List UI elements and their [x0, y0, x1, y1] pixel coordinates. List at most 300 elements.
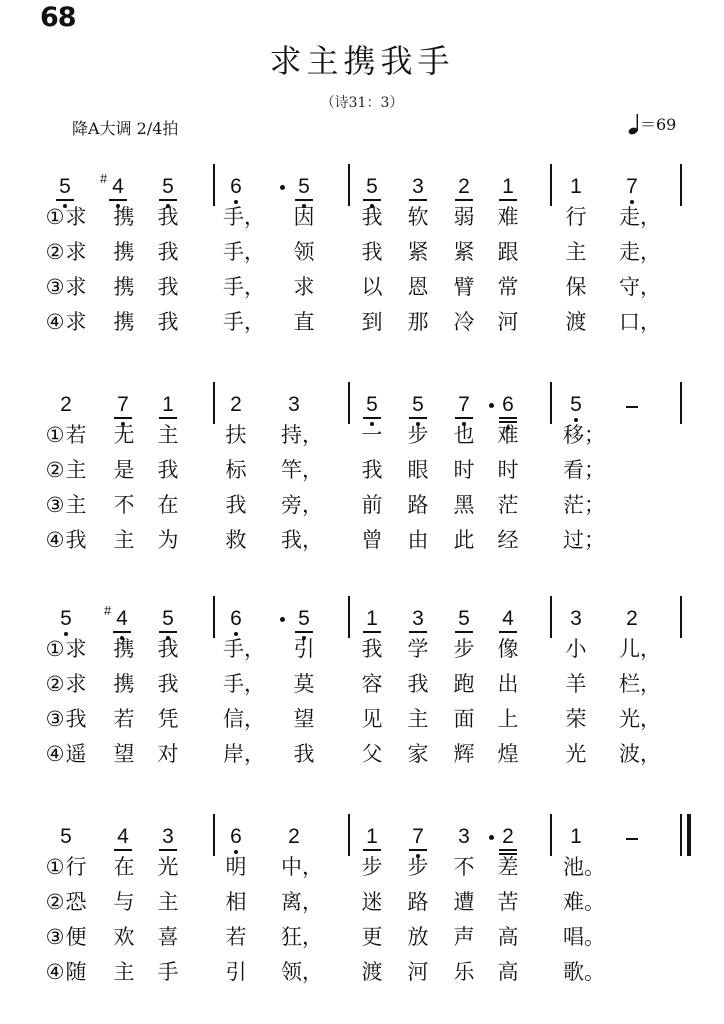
lyric-syllable: 我	[157, 240, 179, 264]
lyric-syllable: 手，	[223, 672, 265, 696]
extension-dash	[626, 838, 638, 840]
barline	[213, 596, 215, 638]
lyric-syllable: 羊	[565, 672, 587, 696]
lyric-syllable: 波，	[619, 742, 661, 766]
lyric-syllable: 面	[453, 707, 475, 731]
note	[566, 176, 586, 198]
lyric-syllable: 曾	[361, 528, 383, 552]
note	[226, 608, 246, 630]
extension-dash	[626, 406, 638, 408]
note	[454, 608, 474, 630]
lyric-syllable: 随	[65, 960, 87, 984]
note	[498, 176, 518, 198]
underline-beam	[455, 417, 473, 419]
lyric-syllable: 高	[497, 925, 519, 949]
note-digit: 1	[366, 607, 378, 630]
lyric-syllable: 望	[113, 742, 135, 766]
lyric-syllable: 求	[65, 275, 87, 299]
lyric-syllable: 旁，	[281, 493, 323, 517]
barline	[550, 382, 552, 424]
lyric-syllable: 出	[497, 672, 519, 696]
lyric-syllable: 我	[157, 458, 179, 482]
lyric-syllable: 冷	[453, 310, 475, 334]
lyric-syllable: 声	[453, 925, 475, 949]
underline-beam	[159, 631, 177, 633]
lyric-syllable: 中，	[281, 855, 323, 879]
note-digit: 2	[60, 393, 72, 416]
underline-beam	[109, 199, 127, 201]
lyric-syllable: 前	[361, 493, 383, 517]
lyric-syllable: 若	[65, 423, 87, 447]
lyric-syllable: 对	[157, 742, 179, 766]
lyric-line-verse-3	[0, 924, 724, 954]
lyric-syllable: 此	[453, 528, 475, 552]
sharp-accidental: #	[104, 603, 112, 618]
verse-number: ②	[45, 240, 65, 264]
lyric-syllable: 乐	[453, 960, 475, 984]
lyric-line-verse-3	[0, 492, 724, 522]
lyric-line-verse-1	[0, 204, 724, 234]
note	[498, 394, 518, 416]
note	[408, 176, 428, 198]
lyric-syllable: 引	[293, 637, 315, 661]
lyric-syllable: 若	[225, 925, 247, 949]
lyric-syllable: 行	[65, 855, 87, 879]
lyric-syllable: 茫；	[563, 493, 605, 517]
lyric-syllable: 主	[407, 707, 429, 731]
note	[56, 826, 76, 848]
note-digit: 4	[116, 607, 128, 630]
lyric-syllable: 领，	[281, 960, 323, 984]
note	[226, 394, 246, 416]
lyric-syllable: 恐	[65, 890, 87, 914]
lyric-syllable: 莫	[293, 672, 315, 696]
lyric-syllable: 主	[157, 423, 179, 447]
barline	[348, 814, 350, 856]
note	[408, 608, 428, 630]
verse-number: ②	[45, 890, 65, 914]
underline-beam	[409, 199, 427, 201]
lyric-line-verse-1	[0, 422, 724, 452]
lyric-line-verse-4	[0, 741, 724, 771]
lyric-syllable: 主	[65, 493, 87, 517]
lyric-syllable: 手，	[223, 637, 265, 661]
underline-beam	[455, 631, 473, 633]
lyric-syllable: 手，	[223, 275, 265, 299]
note-digit: 3	[412, 175, 424, 198]
lyric-syllable: 迷	[361, 890, 383, 914]
note	[362, 176, 382, 198]
underline-beam	[499, 199, 517, 201]
tempo-marking	[628, 112, 676, 135]
note-digit: 4	[502, 607, 514, 630]
hymn-title: 求主携我手	[269, 42, 455, 80]
note	[56, 394, 76, 416]
lyric-syllable: 过；	[563, 528, 605, 552]
lyric-syllable: 扶	[225, 423, 247, 447]
note-digit: 5	[298, 607, 310, 630]
lyric-syllable: 标	[225, 458, 247, 482]
lyric-syllable: 紧	[407, 240, 429, 264]
note-digit: 3	[288, 393, 300, 416]
lyric-syllable: 岸，	[223, 742, 265, 766]
verse-number: ③	[45, 925, 65, 949]
lyric-syllable: 携	[113, 310, 135, 334]
verse-number: ③	[45, 707, 65, 731]
lyric-syllable: 保	[565, 275, 587, 299]
lyric-syllable: 学	[407, 637, 429, 661]
lyric-syllable: 荣	[565, 707, 587, 731]
lyric-syllable: 携	[113, 240, 135, 264]
verse-number: ④	[45, 528, 65, 552]
lyric-syllable: 常	[497, 275, 519, 299]
lyric-syllable: 紧	[453, 240, 475, 264]
barline	[550, 596, 552, 638]
note	[158, 608, 178, 630]
lyric-syllable: 离，	[281, 890, 323, 914]
lyric-syllable: 直	[293, 310, 315, 334]
verse-number: ①	[45, 423, 65, 447]
lyric-syllable: 守，	[619, 275, 661, 299]
lyric-syllable: 黑	[453, 493, 475, 517]
verse-number: ②	[45, 672, 65, 696]
lyric-line-verse-4	[0, 959, 724, 989]
lyric-syllable: 光，	[619, 707, 661, 731]
lyric-line-verse-1	[0, 636, 724, 666]
lyric-syllable: 领	[293, 240, 315, 264]
note	[294, 176, 314, 198]
verse-number: ①	[45, 637, 65, 661]
lyric-syllable: 我	[157, 672, 179, 696]
lyric-line-verse-4	[0, 309, 724, 339]
note-digit: 1	[162, 393, 174, 416]
underline-beam	[56, 199, 74, 201]
lyric-syllable: 狂，	[281, 925, 323, 949]
lyric-syllable: 像	[497, 637, 519, 661]
lyric-syllable: 放	[407, 925, 429, 949]
lyric-syllable: 移；	[563, 423, 605, 447]
lyric-syllable: 与	[113, 890, 135, 914]
lyric-syllable: 路	[407, 493, 429, 517]
lyric-syllable: 求	[65, 310, 87, 334]
lyric-syllable: 遭	[453, 890, 475, 914]
lyric-syllable: 走，	[619, 205, 661, 229]
lyric-syllable: 我	[361, 458, 383, 482]
lyric-syllable: 携	[113, 672, 135, 696]
lyric-syllable: 我	[157, 275, 179, 299]
note-digit: 7	[626, 175, 638, 198]
lyric-syllable: 在	[113, 855, 135, 879]
lyric-line-verse-2	[0, 457, 724, 487]
sharp-accidental: #	[100, 171, 108, 186]
lyric-syllable: 不	[113, 493, 135, 517]
lyric-syllable: 煌	[497, 742, 519, 766]
barline	[213, 164, 215, 206]
note-digit: 2	[502, 825, 514, 848]
lyric-syllable: 凭	[157, 707, 179, 731]
note	[498, 608, 518, 630]
lyric-syllable: 手，	[223, 240, 265, 264]
lyric-syllable: 欢	[113, 925, 135, 949]
lyric-syllable: 看；	[563, 458, 605, 482]
lyric-syllable: 父	[361, 742, 383, 766]
lyric-syllable: 由	[407, 528, 429, 552]
lyric-line-verse-1	[0, 854, 724, 884]
lyric-syllable: 苦	[497, 890, 519, 914]
lyric-syllable: 河	[497, 310, 519, 334]
lyric-syllable: 相	[225, 890, 247, 914]
lyric-syllable: 喜	[157, 925, 179, 949]
lyric-syllable: 手	[157, 960, 179, 984]
note-digit: 1	[366, 825, 378, 848]
lyric-syllable: 时	[453, 458, 475, 482]
lyric-syllable: 步	[453, 637, 475, 661]
lyric-syllable: 难。	[563, 890, 605, 914]
lyric-syllable: 难	[497, 423, 519, 447]
lyric-syllable: 求	[293, 275, 315, 299]
note-digit: 6	[230, 175, 242, 198]
key-signature: 降A大调 2/4拍	[72, 119, 179, 138]
lyric-syllable: 跑	[453, 672, 475, 696]
note-digit: 5	[162, 607, 174, 630]
lyric-syllable: 主	[157, 890, 179, 914]
barline	[550, 814, 552, 856]
lyric-syllable: 信，	[223, 707, 265, 731]
barline	[213, 382, 215, 424]
verse-number: ③	[45, 493, 65, 517]
lyric-syllable: 茫	[497, 493, 519, 517]
lyric-line-verse-3	[0, 706, 724, 736]
underline-beam	[363, 849, 381, 851]
note-digit: 2	[626, 607, 638, 630]
underline-beam	[499, 631, 517, 633]
note-digit: 5	[458, 607, 470, 630]
lyric-syllable: 主	[113, 960, 135, 984]
note-digit: 7	[117, 393, 129, 416]
underline-beam	[363, 199, 381, 201]
note-digit: 1	[570, 825, 582, 848]
lyric-syllable: 求	[65, 672, 87, 696]
note-digit: 1	[570, 175, 582, 198]
barline	[348, 382, 350, 424]
lyric-syllable: 不	[453, 855, 475, 879]
lyric-syllable: 那	[407, 310, 429, 334]
lyric-syllable: 我	[157, 310, 179, 334]
augmentation-dot	[489, 835, 494, 840]
lyric-syllable: 行	[565, 205, 587, 229]
note	[362, 608, 382, 630]
note-digit: 5	[412, 393, 424, 416]
lyric-line-verse-3	[0, 274, 724, 304]
underline-beam	[499, 849, 517, 851]
note	[454, 176, 474, 198]
verse-number: ①	[45, 855, 65, 879]
note-digit: 6	[230, 825, 242, 848]
lyric-syllable: 携	[113, 637, 135, 661]
lyric-syllable: 见	[361, 707, 383, 731]
note-digit: 4	[117, 825, 129, 848]
lyric-syllable: 光	[157, 855, 179, 879]
lyric-syllable: 我	[293, 742, 315, 766]
lyric-syllable: 竿，	[281, 458, 323, 482]
note-digit: 5	[366, 393, 378, 416]
lyric-syllable: 主	[113, 528, 135, 552]
underline-beam	[295, 199, 313, 201]
lyric-syllable: 时	[497, 458, 519, 482]
lyric-syllable: 遥	[65, 742, 87, 766]
lyric-syllable: 我，	[281, 528, 323, 552]
lyric-syllable: 经	[497, 528, 519, 552]
note	[408, 394, 428, 416]
lyric-syllable: 我	[361, 205, 383, 229]
lyric-syllable: 手，	[223, 310, 265, 334]
lyric-syllable: 求	[65, 205, 87, 229]
note	[284, 394, 304, 416]
lyric-syllable: 路	[407, 890, 429, 914]
note	[158, 826, 178, 848]
lyric-syllable: 走，	[619, 240, 661, 264]
lyric-syllable: 我	[157, 205, 179, 229]
underline-beam	[409, 631, 427, 633]
note-digit: 6	[230, 607, 242, 630]
lyric-syllable: 持，	[281, 423, 323, 447]
note	[226, 176, 246, 198]
lyric-syllable: 臂	[453, 275, 475, 299]
lyric-syllable: 无	[113, 423, 135, 447]
note-digit: 5	[60, 607, 72, 630]
barline	[213, 814, 215, 856]
quarter-note-icon	[628, 113, 640, 135]
verse-number: ③	[45, 275, 65, 299]
augmentation-dot	[280, 617, 285, 622]
note	[362, 826, 382, 848]
lyric-syllable: 跟	[497, 240, 519, 264]
lyric-syllable: 家	[407, 742, 429, 766]
barline	[680, 382, 682, 424]
lyric-line-verse-2	[0, 239, 724, 269]
lyric-syllable: 我	[407, 672, 429, 696]
underline-beam	[114, 849, 132, 851]
note	[226, 826, 246, 848]
note-digit: 5	[162, 175, 174, 198]
lyric-syllable: 救	[225, 528, 247, 552]
lyric-syllable: 主	[565, 240, 587, 264]
lyric-syllable: 难	[497, 205, 519, 229]
verse-number: ④	[45, 742, 65, 766]
lyric-syllable: 眼	[407, 458, 429, 482]
note-digit: 3	[412, 607, 424, 630]
lyric-syllable: 差	[497, 855, 519, 879]
page-number: 68	[40, 2, 76, 33]
lyric-syllable: 池。	[563, 855, 605, 879]
note	[622, 608, 642, 630]
lyric-syllable: 辉	[453, 742, 475, 766]
lyric-syllable: 恩	[407, 275, 429, 299]
lyric-syllable: 渡	[565, 310, 587, 334]
lyric-syllable: 光	[565, 742, 587, 766]
lyric-syllable: 引	[225, 960, 247, 984]
underline-beam	[159, 199, 177, 201]
lyric-syllable: 渡	[361, 960, 383, 984]
underline-beam	[159, 417, 177, 419]
note	[566, 826, 586, 848]
note-digit: 5	[570, 393, 582, 416]
note	[454, 826, 474, 848]
note	[566, 394, 586, 416]
lyric-syllable: 携	[113, 205, 135, 229]
note-digit: 3	[458, 825, 470, 848]
underline-beam	[363, 417, 381, 419]
lyric-line-verse-4	[0, 527, 724, 557]
note	[100, 171, 128, 198]
lyric-syllable: 求	[65, 240, 87, 264]
verse-number: ④	[45, 310, 65, 334]
lyric-syllable: 我	[65, 707, 87, 731]
underline-beam	[114, 417, 132, 419]
note-digit: 5	[366, 175, 378, 198]
underline-beam	[409, 849, 427, 851]
lyric-syllable: 弱	[453, 205, 475, 229]
lyric-syllable: 步	[361, 855, 383, 879]
lyric-syllable: 是	[113, 458, 135, 482]
tempo-value: ＝69	[640, 115, 677, 134]
note-digit: 1	[502, 175, 514, 198]
lyric-syllable: 软	[407, 205, 429, 229]
lyric-syllable: 也	[453, 423, 475, 447]
underline-beam	[499, 417, 517, 419]
note-digit: 4	[112, 175, 124, 198]
note	[56, 608, 76, 630]
lyric-syllable: 一	[361, 423, 383, 447]
barline	[348, 596, 350, 638]
note	[362, 394, 382, 416]
lyric-syllable: 容	[361, 672, 383, 696]
note-digit: 2	[230, 393, 242, 416]
lyric-syllable: 歌。	[563, 960, 605, 984]
lyric-syllable: 我	[157, 637, 179, 661]
lyric-syllable: 为	[157, 528, 179, 552]
lyric-syllable: 河	[407, 960, 429, 984]
barline	[348, 164, 350, 206]
lyric-syllable: 明	[225, 855, 247, 879]
note	[498, 826, 518, 848]
barline	[550, 164, 552, 206]
augmentation-dot	[280, 185, 285, 190]
note	[158, 394, 178, 416]
note-digit: 7	[458, 393, 470, 416]
lyric-syllable: 口，	[619, 310, 661, 334]
note-digit: 5	[60, 825, 72, 848]
lyric-syllable: 携	[113, 275, 135, 299]
underline-beam	[455, 199, 473, 201]
lyric-syllable: 望	[293, 707, 315, 731]
lyric-syllable: 更	[361, 925, 383, 949]
note	[454, 394, 474, 416]
lyric-syllable: 我	[225, 493, 247, 517]
note	[566, 608, 586, 630]
note	[104, 603, 132, 630]
lyric-syllable: 儿，	[619, 637, 661, 661]
final-barline	[687, 814, 691, 856]
note	[408, 826, 428, 848]
lyric-syllable: 我	[65, 528, 87, 552]
lyric-line-verse-2	[0, 889, 724, 919]
lyric-syllable: 主	[65, 458, 87, 482]
note	[158, 176, 178, 198]
barline	[680, 814, 682, 856]
note	[55, 176, 75, 198]
underline-beam	[363, 631, 381, 633]
